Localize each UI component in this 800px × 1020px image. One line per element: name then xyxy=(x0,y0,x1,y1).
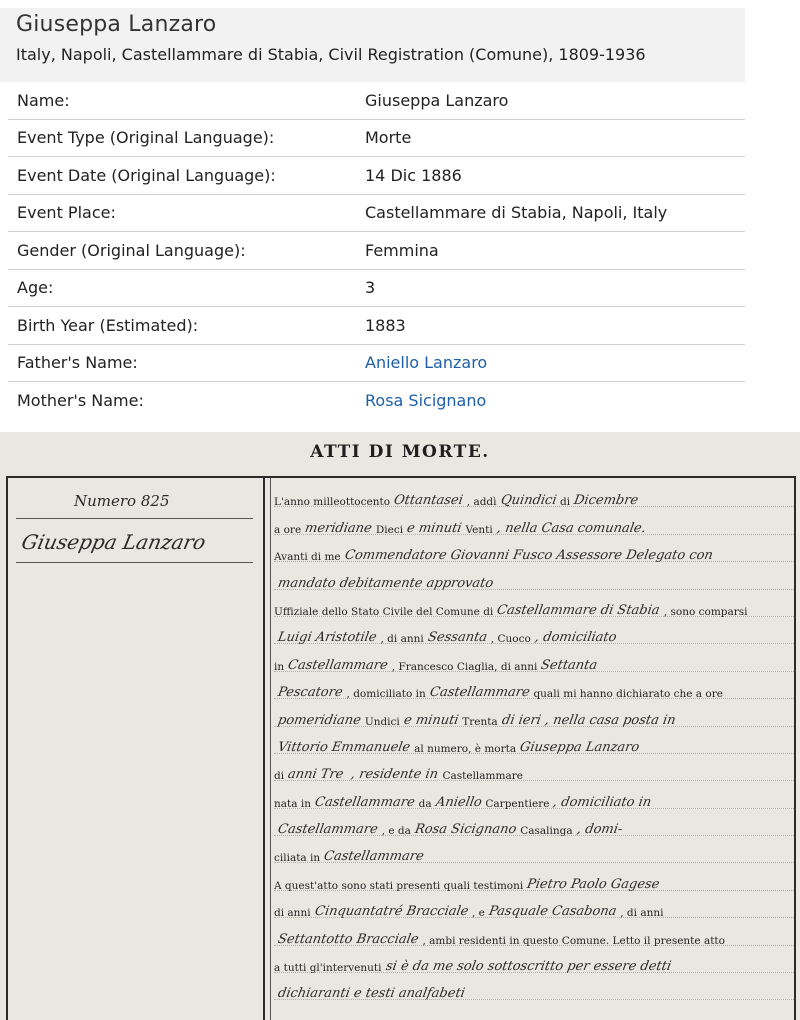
handwritten-entry: anni Tre xyxy=(286,767,345,783)
record-line xyxy=(274,758,794,785)
fact-value: 1883 xyxy=(365,315,406,335)
record-line xyxy=(274,484,794,511)
printed-text: , di anni xyxy=(620,907,664,920)
record-image[interactable] xyxy=(0,432,800,1020)
printed-text: Uffiziale dello Stato Civile del Comune di xyxy=(274,605,494,618)
printed-text: , e xyxy=(471,907,485,920)
record-line xyxy=(274,621,794,648)
printed-text: di anni xyxy=(274,907,311,920)
handwritten-entry: Vittorio Emmanuele xyxy=(276,739,412,755)
register-page xyxy=(6,476,796,1020)
handwritten-entry: e minuti xyxy=(402,712,460,728)
handwritten-entry: e minuti xyxy=(405,520,463,536)
printed-text: , Francesco Ciaglia xyxy=(391,660,495,673)
printed-text: , di anni xyxy=(494,660,538,673)
fact-row-event-type xyxy=(8,120,745,158)
record-line xyxy=(274,511,794,538)
handwritten-entry: Commendatore Giovanni Fusco Assessore Delegato con xyxy=(343,548,714,564)
printed-text: da xyxy=(418,797,432,810)
handwritten-entry: Settantotto Bracciale xyxy=(276,931,420,947)
handwritten-entry: , domiciliato in xyxy=(552,794,653,810)
margin-name: Giuseppa Lanzaro xyxy=(19,530,208,554)
printed-text: di xyxy=(274,770,285,783)
fact-value: Femmina xyxy=(365,240,439,260)
record-line xyxy=(274,950,794,977)
printed-text: , addì xyxy=(466,496,497,509)
printed-text: L'anno milleottocento xyxy=(274,496,391,509)
handwritten-entry: Pietro Paolo Gagese xyxy=(525,876,661,892)
record-text xyxy=(274,484,794,1004)
printed-text: , ambi residenti in questo Comune. Letto il presente atto xyxy=(422,934,725,947)
handwritten-entry: mandato debitamente approvato xyxy=(276,575,495,591)
fact-label: Event Type (Original Language): xyxy=(17,128,275,148)
handwritten-entry: Cinquantatré Bracciale xyxy=(313,904,470,920)
printed-text: al numero xyxy=(414,742,469,755)
handwritten-entry: Rosa Sicignano xyxy=(413,822,518,838)
fact-row-father xyxy=(8,345,745,383)
handwritten-entry: Quindici xyxy=(499,493,558,509)
register-margin-column xyxy=(8,478,263,1020)
fact-value: Castellammare di Stabia, Napoli, Italy xyxy=(365,203,668,223)
handwritten-entry: Dicembre xyxy=(572,493,640,509)
handwritten-entry: Castellammare xyxy=(322,849,426,865)
printed-text: in xyxy=(274,660,285,673)
record-line xyxy=(274,731,794,758)
handwritten-entry: , residente in xyxy=(350,767,440,783)
fact-value: Giuseppa Lanzaro xyxy=(365,90,509,110)
printed-text: , e da xyxy=(381,825,411,838)
handwritten-entry: Castellammare xyxy=(286,657,390,673)
fact-label: Age: xyxy=(17,278,54,298)
handwritten-entry: Giuseppa Lanzaro xyxy=(518,739,641,755)
handwritten-entry: di ieri , nella casa posta in xyxy=(500,712,677,728)
fact-value: 3 xyxy=(365,278,376,298)
record-line xyxy=(274,566,794,593)
printed-text: Carpentiere xyxy=(485,797,550,810)
column-divider xyxy=(270,478,271,1020)
handwritten-entry: , nella Casa comunale. xyxy=(495,520,647,536)
margin-rule xyxy=(16,562,253,563)
printed-text: Undici xyxy=(364,715,400,728)
handwritten-entry: Castellammare xyxy=(313,794,416,810)
handwritten-entry: Sessanta xyxy=(426,630,489,646)
record-number: Numero 825 xyxy=(74,492,170,510)
handwritten-entry: dichiaranti e testi analfabeti xyxy=(276,986,467,1002)
mother-name-link[interactable]: Rosa Sicignano xyxy=(365,391,487,411)
fact-row-mother xyxy=(8,382,745,420)
handwritten-entry: Ottantasei xyxy=(392,493,465,509)
printed-text: , è morta xyxy=(468,742,517,755)
printed-text: a tutti gl'intervenuti xyxy=(274,962,382,975)
handwritten-entry: Castellammare xyxy=(276,822,379,838)
printed-text: , di anni xyxy=(380,633,424,646)
printed-text: Avanti di me xyxy=(274,551,341,564)
handwritten-entry: Pasquale Casabona xyxy=(487,904,618,920)
printed-text: , Cuoco xyxy=(490,633,531,646)
printed-text: quali mi hanno dichiarato che a ore xyxy=(533,688,723,701)
fact-value: 14 Dic 1886 xyxy=(365,165,462,185)
record-line xyxy=(274,676,794,703)
father-name-link[interactable]: Aniello Lanzaro xyxy=(365,353,488,373)
fact-row-birth-year xyxy=(8,307,745,345)
record-line xyxy=(274,539,794,566)
record-line xyxy=(274,648,794,675)
handwritten-entry: Aniello xyxy=(434,794,483,810)
printed-text: nata in xyxy=(274,797,311,810)
record-line xyxy=(274,813,794,840)
fact-row-gender xyxy=(8,232,745,270)
fact-row-event-date xyxy=(8,157,745,195)
handwritten-entry: , domiciliato xyxy=(533,630,618,646)
register-heading: ATTI DI MORTE. xyxy=(310,442,490,462)
fact-label: Gender (Original Language): xyxy=(17,240,246,260)
record-line xyxy=(274,785,794,812)
column-divider xyxy=(263,478,265,1020)
fact-row-age xyxy=(8,270,745,308)
margin-rule xyxy=(16,518,253,519)
fact-label: Birth Year (Estimated): xyxy=(17,315,199,335)
printed-text: di xyxy=(560,496,571,509)
printed-text: Casalinga xyxy=(520,825,573,838)
record-line xyxy=(274,867,794,894)
handwritten-entry: Luigi Aristotile xyxy=(276,630,378,646)
handwritten-entry: meridiane xyxy=(303,520,374,536)
fact-value: Morte xyxy=(365,128,412,148)
record-line xyxy=(274,922,794,949)
collection-title: Italy, Napoli, Castellammare di Stabia, Civil Registration (Comune), 1809-1936 xyxy=(16,45,646,64)
record-line xyxy=(274,594,794,621)
printed-text: ciliata in xyxy=(274,852,321,865)
fact-label: Event Date (Original Language): xyxy=(17,165,276,185)
printed-text: Trenta xyxy=(462,715,498,728)
record-line xyxy=(274,703,794,730)
printed-text: , sono comparsi xyxy=(663,605,748,618)
record-line xyxy=(274,977,794,1004)
fact-label: Mother's Name: xyxy=(17,391,144,411)
fact-label: Name: xyxy=(17,90,70,110)
handwritten-entry: Pescatore xyxy=(276,685,344,701)
fact-label: Event Place: xyxy=(17,203,116,223)
printed-text: Castellammare xyxy=(442,770,523,783)
handwritten-entry: si è da me solo sottoscritto per essere detti xyxy=(384,959,672,975)
record-line xyxy=(274,895,794,922)
record-header xyxy=(0,8,745,82)
printed-text: a ore xyxy=(274,523,302,536)
fact-row-name xyxy=(8,82,745,120)
printed-text: A quest'atto sono stati presenti quali testimoni xyxy=(274,879,524,892)
printed-text: Venti xyxy=(465,523,493,536)
fact-label: Father's Name: xyxy=(17,353,138,373)
printed-text: Dieci xyxy=(375,523,404,536)
handwritten-entry: Castellammare di Stabia xyxy=(495,602,662,618)
page-title: Giuseppa Lanzaro xyxy=(16,12,217,37)
handwritten-entry: pomeridiane xyxy=(276,712,363,728)
record-line xyxy=(274,840,794,867)
handwritten-entry: Castellammare xyxy=(428,685,531,701)
fact-row-event-place xyxy=(8,195,745,233)
handwritten-entry: Settanta xyxy=(540,657,599,673)
printed-text: , domiciliato in xyxy=(346,688,426,701)
record-facts-table xyxy=(8,82,745,420)
handwritten-entry: , domi- xyxy=(575,822,624,838)
